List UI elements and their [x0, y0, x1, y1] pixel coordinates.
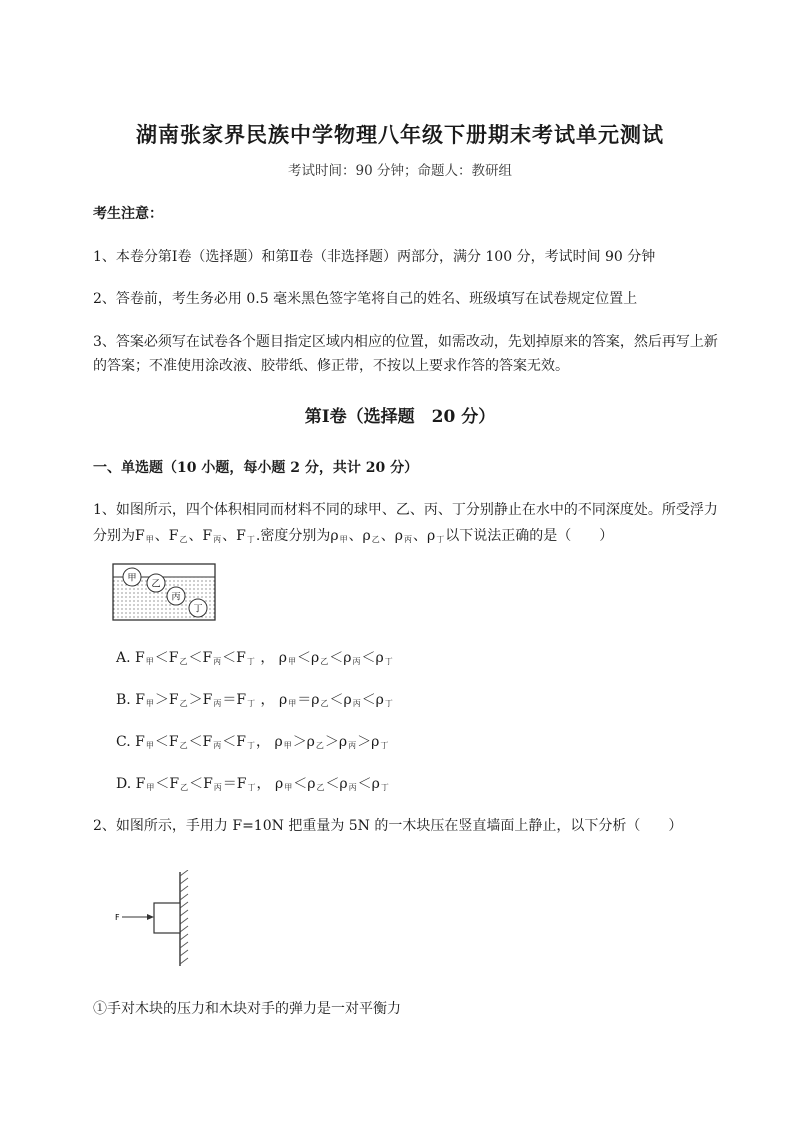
force-label: F: [115, 913, 120, 922]
q2-statement-1: ①手对木块的压力和木块对手的弹力是一对平衡力: [93, 1001, 401, 1017]
notice-item-3-cont: 的答案；不准使用涂改液、胶带纸、修正带，不按以上要求作答的答案无效。: [93, 358, 569, 374]
q1-option-a[interactable]: A. $F_甲<F_乙<F_丙<F_丁$ ， $\rho_甲<\rho_乙<\rho_丙<\rho_丁$: [116, 650, 393, 666]
q1-option-d[interactable]: D. $F_甲<F_乙<F_丙=F_丁$， $\rho_甲<\rho_乙<\rho_丙<\rho_丁$: [116, 776, 389, 792]
svg-text:丁: 丁: [193, 604, 203, 615]
part-heading: 一、单选题（10 小题，每小题 2 分，共计 20 分）: [93, 460, 419, 476]
notice-item-1: 1、本卷分第Ⅰ卷（选择题）和第Ⅱ卷（非选择题）两部分，满分 100 分，考试时间 90 分钟: [93, 249, 656, 265]
section-title: 第Ⅰ卷（选择题 20 分）: [304, 407, 496, 427]
q2-figure-block-on-wall: [112, 870, 192, 970]
q1-stem-line2: 分别为$F_甲$、$F_乙$、$F_丙$、$F_丁$.密度分别为$\rho_甲$、$\rho_乙$、$\rho_丙$、$\rho_丁$以下说法正确的是（ ）: [93, 528, 614, 544]
ball-jia: [123, 568, 141, 586]
ball-bing: [167, 587, 185, 605]
svg-text:乙: 乙: [151, 579, 161, 590]
notice-heading: 考生注意：: [93, 206, 163, 222]
wall-hatching: [180, 870, 188, 964]
ball-yi: [147, 574, 165, 592]
q1-option-c[interactable]: C. $F_甲<F_乙<F_丙<F_丁$， $\rho_甲>\rho_乙>\rho_丙>\rho_丁$: [116, 734, 389, 750]
q1-option-b[interactable]: B. $F_甲>F_乙>F_丙=F_丁$ ， $\rho_甲=\rho_乙<\rho_丙<\rho_丁$: [116, 692, 393, 708]
svg-text:丙: 丙: [171, 592, 181, 603]
notice-item-2: 2、答卷前，考生务必用 0.5 毫米黑色签字笔将自己的姓名、班级填写在试卷规定位置上: [93, 291, 638, 307]
notice-item-3: 3、答案必须写在试卷各个题目指定区域内相应的位置，如需改动，先划掉原来的答案，然后再写上新: [93, 334, 718, 350]
wooden-block: [154, 903, 180, 933]
page-title: 湖南张家界民族中学物理八年级下册期末考试单元测试: [136, 122, 664, 147]
page-subtitle: 考试时间：90 分钟；命题人：教研组: [288, 163, 512, 179]
force-arrowhead: [147, 914, 154, 920]
ball-ding: [189, 599, 207, 617]
q1-figure-water-container: [112, 563, 216, 621]
svg-text:甲: 甲: [127, 573, 137, 584]
q2-stem: 2、如图所示，手用力 F=10N 把重量为 5N 的一木块压在竖直墙面上静止，以下分析（ ）: [93, 818, 683, 834]
q1-stem-line1: 1、如图所示，四个体积相同而材料不同的球甲、乙、丙、丁分别静止在水中的不同深度处。所受浮力: [93, 502, 718, 518]
